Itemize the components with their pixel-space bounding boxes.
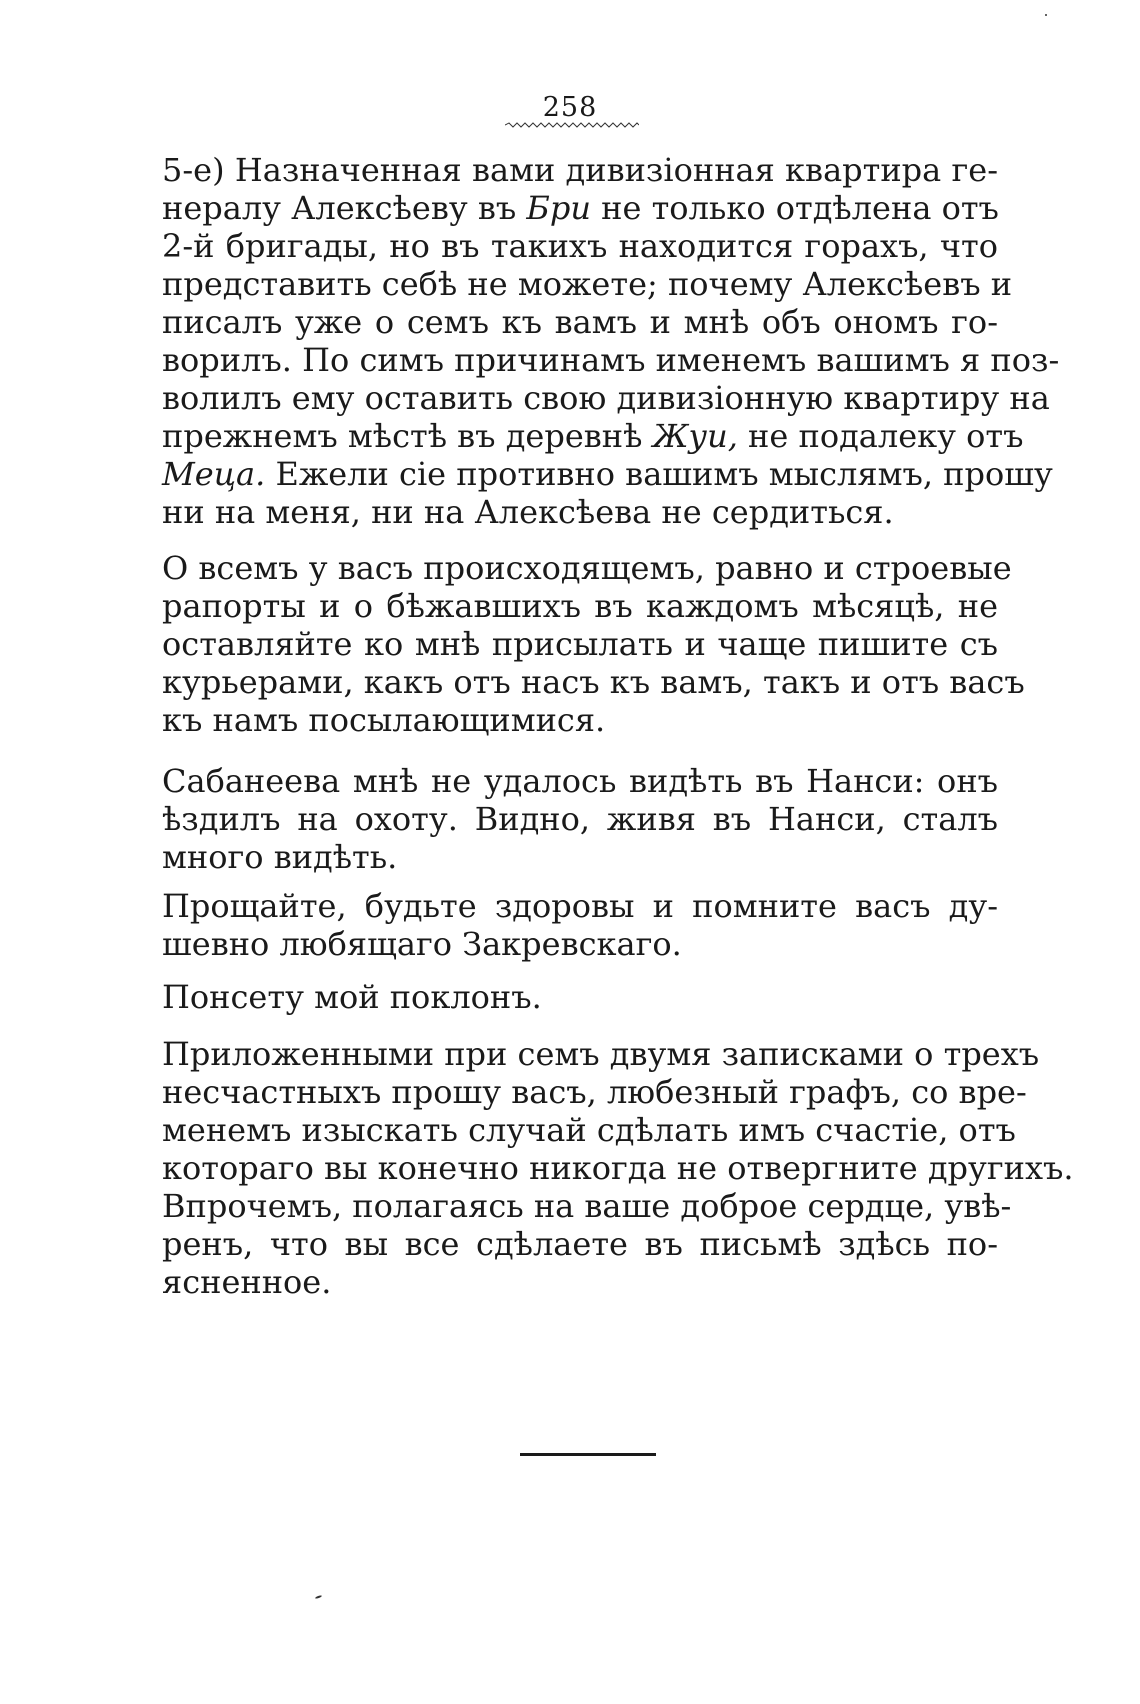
- text-line: [162, 150, 998, 190]
- text-line: [162, 1148, 1074, 1188]
- text-run: несчастныхъ прошу васъ, любезный графъ, со вре-: [162, 1073, 1027, 1111]
- text-run: нералу Алексѣеву въ: [162, 189, 527, 227]
- text-run: 2-й бригады, но въ такихъ находится горахъ, что: [162, 227, 998, 265]
- text-line: [162, 761, 998, 801]
- text-run: менемъ изыскать случай сдѣлать имъ счастіе, отъ: [162, 1111, 1016, 1149]
- text-line: [162, 226, 998, 266]
- text-run: прежнемъ мѣстѣ въ деревнѣ: [162, 417, 653, 455]
- text-line: [162, 492, 998, 532]
- text-run: писалъ уже о семъ къ вамъ и мнѣ объ ономъ го-: [162, 303, 998, 341]
- text-run: ни на меня, ни на Алексѣева не сердиться.: [162, 493, 894, 531]
- ink-speck: [1045, 14, 1047, 16]
- end-rule: [520, 1453, 656, 1456]
- text-run: оставляйте ко мнѣ присылать и чаще пишите съ: [162, 625, 998, 663]
- text-line: [162, 886, 998, 926]
- text-line: [162, 1262, 998, 1302]
- text-line: [162, 799, 998, 839]
- text-run: волилъ ему оставить свою дивизіонную квартиру на: [162, 379, 1050, 417]
- page-number: 258: [542, 92, 598, 123]
- text-run: ясненное.: [162, 1263, 332, 1301]
- text-line: [162, 378, 1050, 418]
- text-line: [162, 662, 1025, 702]
- text-run: представить себѣ не можете; почему Алексѣевъ и: [162, 265, 1013, 303]
- text-run: Прощайте, будьте здоровы и помните васъ ду-: [162, 887, 998, 925]
- text-line: [162, 548, 1012, 588]
- text-line: [162, 624, 998, 664]
- text-line: [162, 837, 998, 877]
- text-run: Сабанеева мнѣ не удалось видѣть въ Нанси: онъ: [162, 762, 998, 800]
- text-run: Понсету мой поклонъ.: [162, 978, 542, 1016]
- text-run: рапорты и о бѣжавшихъ въ каждомъ мѣсяцѣ, не: [162, 587, 998, 625]
- text-line: [162, 586, 998, 626]
- text-run: ренъ, что вы все сдѣлаете въ письмѣ здѣсь по-: [162, 1225, 998, 1263]
- text-run: 5-е) Назначенная вами дивизіонная квартира ге-: [162, 151, 998, 189]
- text-run: не только отдѣлена отъ: [590, 189, 999, 227]
- text-line: [162, 1110, 1016, 1150]
- text-line: [162, 1034, 1040, 1074]
- text-line: [162, 700, 998, 740]
- text-line: [162, 264, 1013, 304]
- text-run: Меца.: [162, 455, 266, 493]
- text-line: [162, 1072, 1027, 1112]
- text-run: О всемъ у васъ происходящемъ, равно и строевые: [162, 549, 1012, 587]
- text-run: шевно любящаго Закревскаго.: [162, 925, 682, 963]
- page-number-ornament: [505, 122, 639, 128]
- text-run: къ намъ посылающимися.: [162, 701, 606, 739]
- text-run: Бри: [526, 189, 591, 227]
- text-line: [162, 340, 1060, 380]
- text-line: [162, 416, 1024, 456]
- text-run: не подалеку отъ: [737, 417, 1024, 455]
- text-run: Жуи,: [652, 417, 738, 455]
- text-run: курьерами, какъ отъ насъ къ вамъ, такъ и отъ васъ: [162, 663, 1025, 701]
- text-line: [162, 454, 1053, 494]
- text-run: Впрочемъ, полагаясь на ваше доброе сердце, увѣ-: [162, 1187, 1012, 1225]
- text-run: котораго вы конечно никогда не отвергните другихъ.: [162, 1149, 1074, 1187]
- text-run: Приложенными при семъ двумя записками о трехъ: [162, 1035, 1040, 1073]
- text-run: много видѣть.: [162, 838, 398, 876]
- text-line: [162, 1224, 998, 1264]
- text-line: [162, 302, 998, 342]
- text-run: ворилъ. По симъ причинамъ именемъ вашимъ я поз-: [162, 341, 1060, 379]
- text-line: [162, 977, 998, 1017]
- text-line: [162, 188, 998, 228]
- text-run: ѣздилъ на охоту. Видно, живя въ Нанси, сталъ: [162, 800, 998, 838]
- text-line: [162, 924, 998, 964]
- text-run: Ежели сіе противно вашимъ мыслямъ, прошу: [265, 455, 1053, 493]
- ink-speck: [315, 1595, 322, 1599]
- text-line: [162, 1186, 1012, 1226]
